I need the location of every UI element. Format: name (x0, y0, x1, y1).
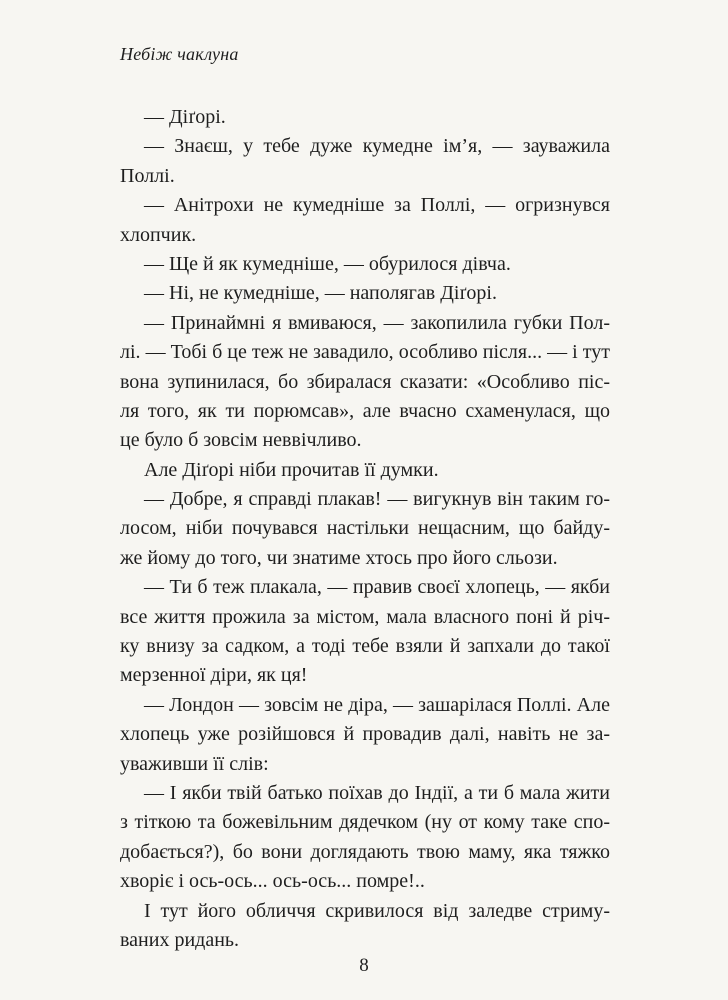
text-line: же йому до того, чи знатиме хтось про його сльози. (120, 546, 558, 569)
text-line: хлопець уже розійшовся й провадив далі, навіть не за- (120, 723, 610, 746)
text-line: з тіткою та божевільним дядечком (ну от кому таке спо- (120, 811, 610, 834)
text-line: вона зупинилася, бо збиралася сказати: «Особливо піс- (120, 370, 610, 393)
text-line: Поллі. (120, 164, 175, 187)
text-line: — Ні, не кумедніше, — наполягав Діґорі. (144, 282, 497, 305)
text-line: — Лондон — зовсім не діра, — зашарілася Поллі. Але (144, 693, 610, 716)
text-line: ку внизу за садком, а тоді тебе взяли й запхали до такої (120, 635, 610, 658)
text-line: лі. — Тобі б це теж не завадило, особливо після... — і тут (120, 341, 610, 364)
text-line: — Ти б теж плакала, — правив своєї хлопець, — якби (144, 576, 610, 599)
text-line: — Знаєш, у тебе дуже кумедне ім’я, — зауважила (144, 135, 610, 158)
body-text (120, 103, 610, 955)
text-line: — Ще й як кумедніше, — обурилося дівча. (144, 252, 511, 275)
page-number: 8 (359, 955, 369, 976)
text-line: це було б зовсім неввічливо. (120, 429, 362, 452)
text-line: — Анітрохи не кумедніше за Поллі, — огризнувся (144, 194, 610, 217)
text-line: ля того, як ти порюмсав», але вчасно схаменулася, що (120, 399, 610, 422)
text-line: все життя прожила за містом, мала власного поні й річ- (120, 605, 610, 628)
text-line: І тут його обличчя скривилося від заледве стриму- (144, 899, 610, 922)
text-line: — Добре, я справді плакав! — вигукнув він таким го- (144, 488, 610, 511)
text-line: Але Діґорі ніби прочитав її думки. (144, 458, 439, 481)
text-line: — Діґорі. (144, 106, 226, 128)
text-line: хворіє і ось-ось... ось-ось... помре!.. (120, 870, 425, 893)
text-line: мерзенної діри, як ця! (120, 664, 308, 687)
text-line: — І якби твій батько поїхав до Індії, а ти б мала жити (144, 781, 610, 804)
text-line: лосом, ніби почувався настільки нещасним, що байду- (120, 517, 610, 540)
text-line: — Принаймні я вмиваюся, — закопилила губки Пол- (144, 311, 610, 334)
text-line: хлопчик. (120, 223, 197, 246)
text-line: уваживши її слів: (120, 752, 269, 775)
text-line: добається?), бо вони доглядають твою маму, яка тяжко (120, 840, 610, 863)
running-header: Небіж чаклуна (120, 44, 239, 64)
text-line: ваних ридань. (120, 928, 240, 951)
